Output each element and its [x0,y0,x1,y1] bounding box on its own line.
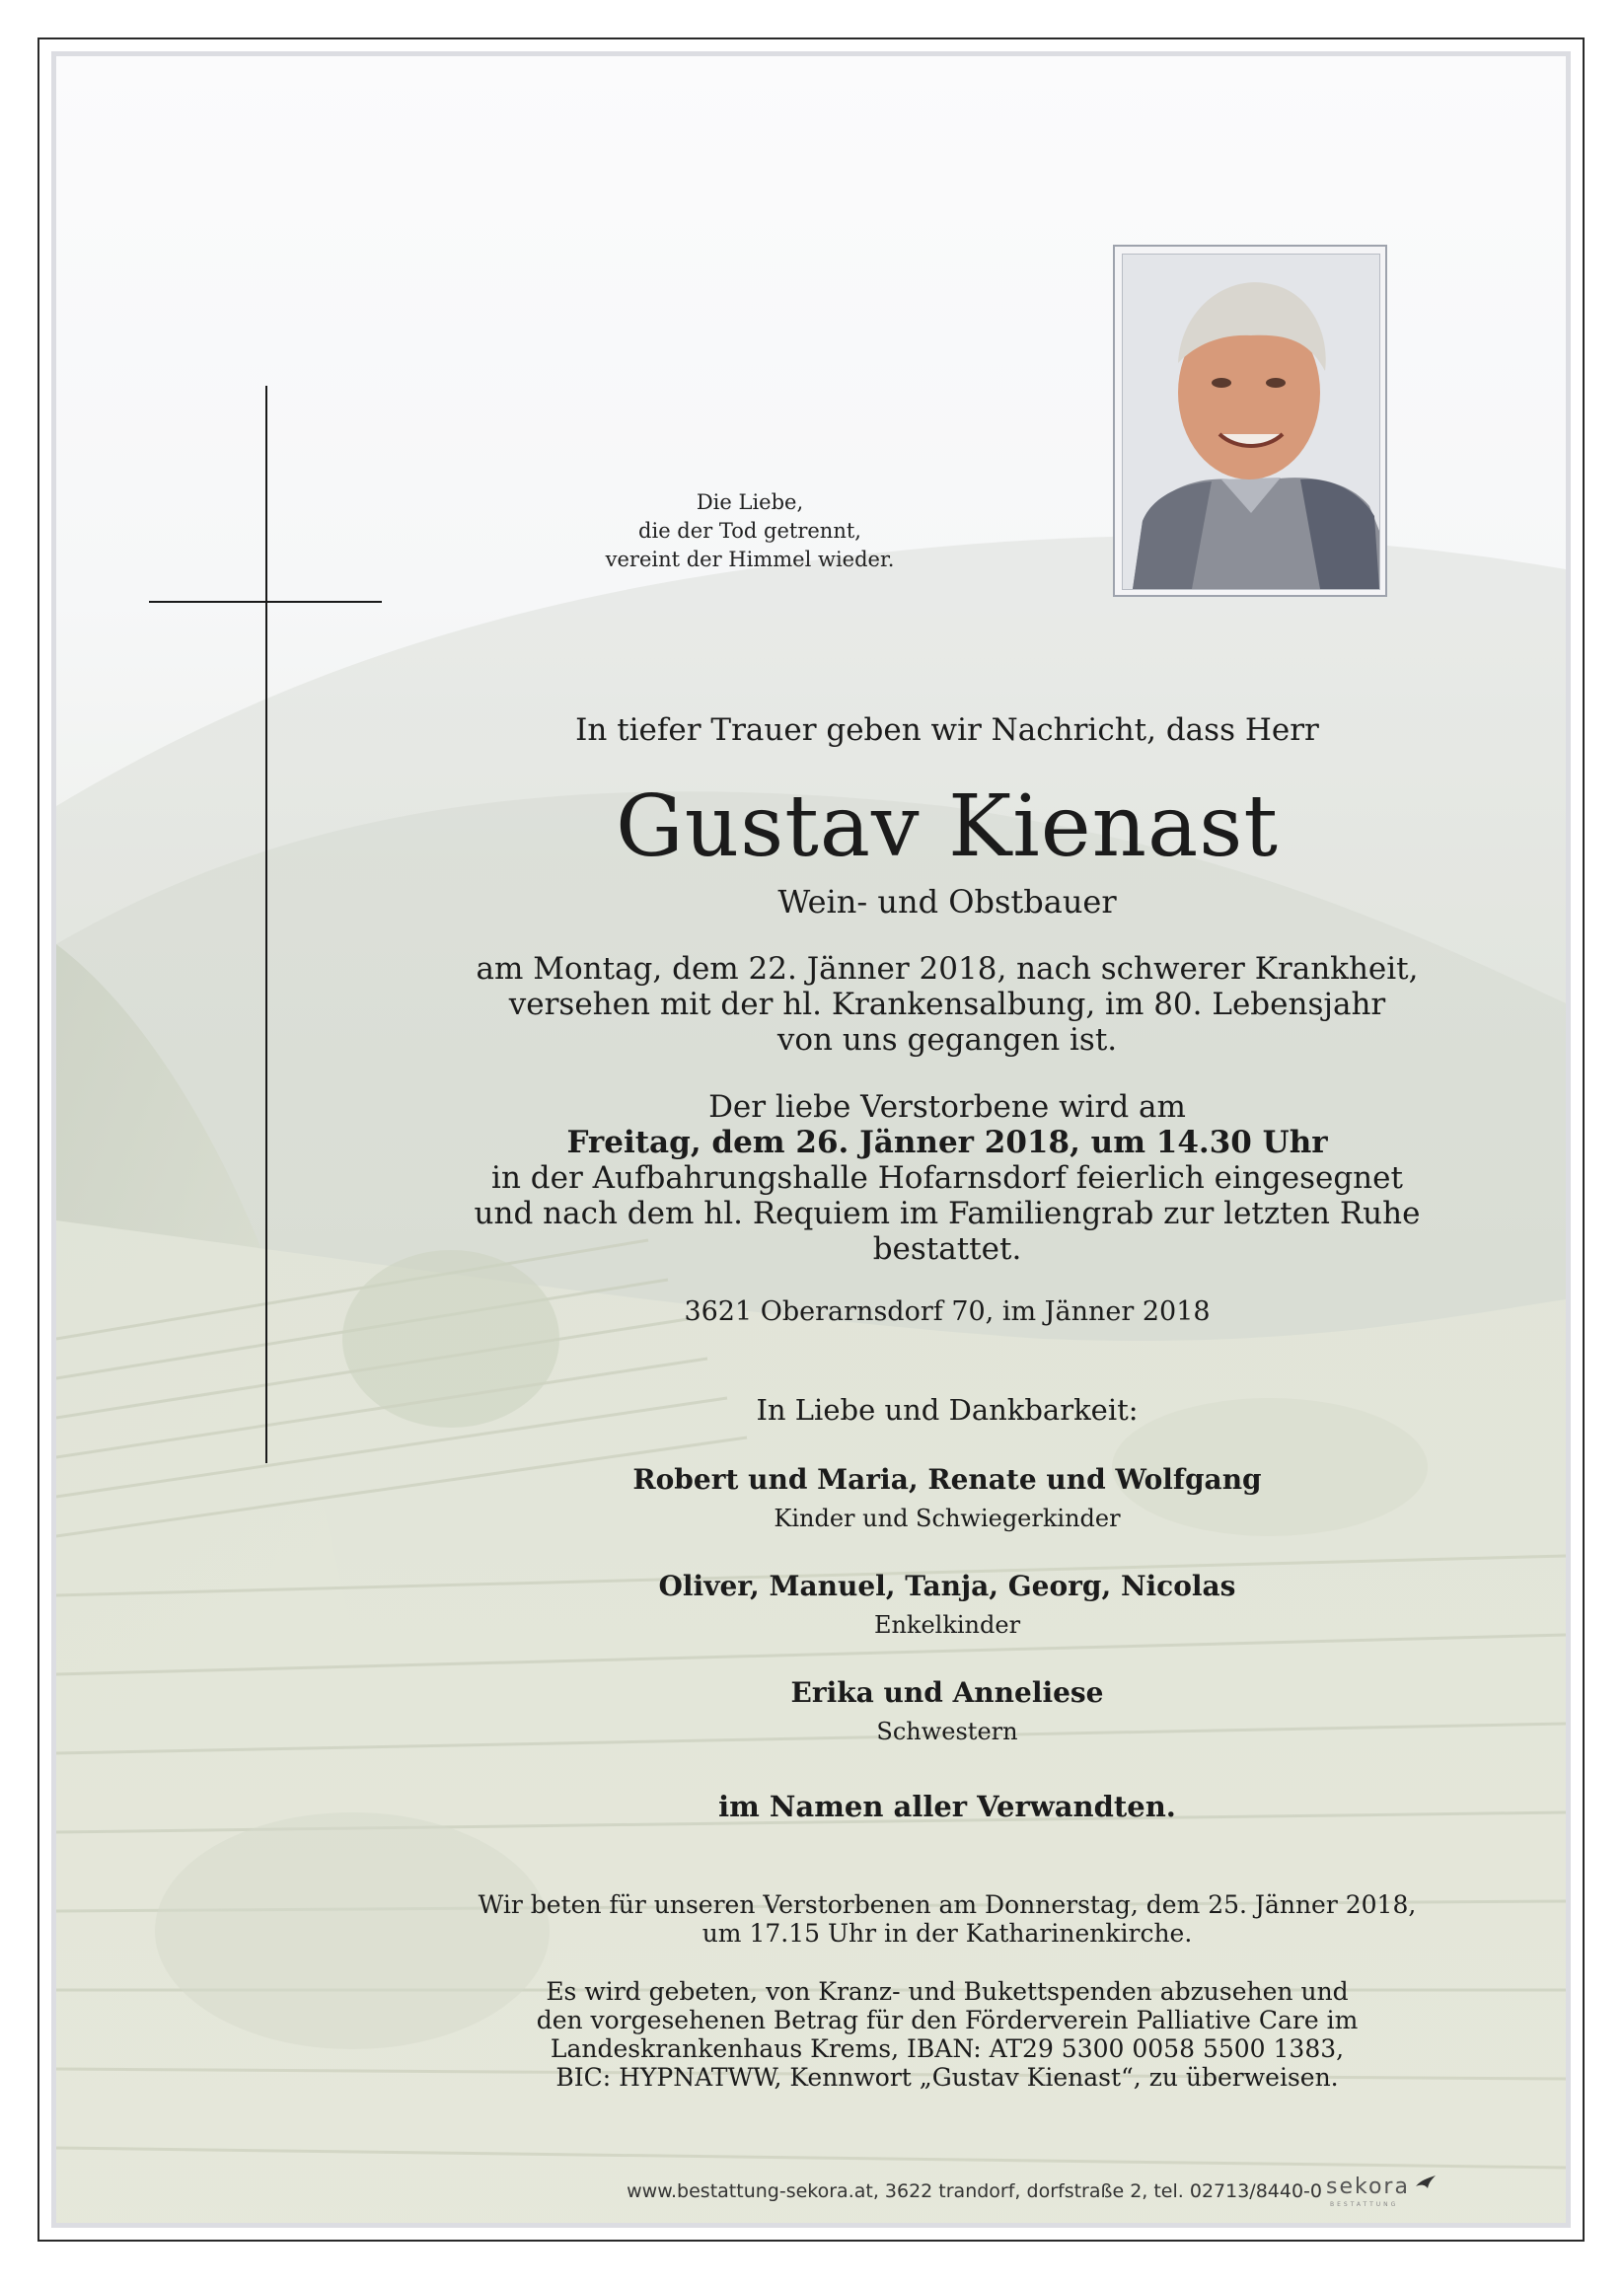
death-announcement [335,951,1559,1058]
death-line: am Montag, dem 22. Jänner 2018, nach schwerer Krankheit, [476,951,1419,987]
portrait-frame [1113,245,1387,597]
cross-icon [265,386,267,1463]
donation-notice [335,1977,1559,2092]
death-line: versehen mit der hl. Krankensalbung, im 80. Lebensjahr [508,987,1386,1022]
funeral-line: Der liebe Verstorbene wird am [708,1089,1186,1125]
funeral-line: in der Aufbahrungshalle Hofarnsdorf feierlich eingesegnet [491,1160,1403,1196]
closing-line: im Namen aller Verwandten. [718,1790,1176,1823]
family-relation: Kinder und Schwiegerkinder [774,1505,1121,1532]
quote-line: vereint der Himmel wieder. [605,548,895,571]
logo-subtitle: BESTATTUNG [1330,2201,1399,2208]
family-names: Oliver, Manuel, Tanja, Georg, Nicolas [658,1570,1236,1602]
donation-line: BIC: HYPNATWW, Kennwort „Gustav Kienast“, zu überweisen. [555,2063,1339,2092]
family-relation: Enkelkinder [873,1611,1021,1639]
intro-text: In tiefer Trauer geben wir Nachricht, dass Herr [575,712,1319,748]
quote-line: die der Tod getrennt, [638,519,861,543]
family-names: Erika und Anneliese [790,1676,1104,1709]
thanks-heading: In Liebe und Dankbarkeit: [756,1393,1139,1427]
funeral-date: Freitag, dem 26. Jänner 2018, um 14.30 Uhr [566,1125,1328,1160]
family-relation: Schwestern [876,1718,1018,1745]
portrait-photo [1122,254,1380,590]
prayer-line: Wir beten für unseren Verstorbenen am Donnerstag, dem 25. Jänner 2018, [478,1890,1417,1919]
address-date: 3621 Oberarnsdorf 70, im Jänner 2018 [684,1296,1211,1327]
deceased-name: Gustav Kienast [616,777,1279,876]
funeral-line: bestattet. [872,1231,1022,1267]
profession: Wein- und Obstbauer [777,883,1117,921]
cross-bar [149,601,382,603]
sekora-bird-icon [1415,2175,1437,2192]
prayer-line: um 17.15 Uhr in der Katharinenkirche. [701,1919,1193,1948]
donation-line: Es wird gebeten, von Kranz- und Bukettspenden abzusehen und [546,1977,1349,2006]
quote-line: Die Liebe, [696,490,804,514]
donation-line: den vorgesehenen Betrag für den Förderverein Palliative Care im [536,2006,1359,2034]
funeral-line: und nach dem hl. Requiem im Familiengrab zur letzten Ruhe [474,1196,1421,1231]
funeral-details [335,1089,1559,1267]
sekora-logo [1326,2175,1435,2214]
footer-contact: www.bestattung-sekora.at, 3622 trandorf, dorfstraße 2, tel. 02713/8440-0 [627,2180,1322,2202]
logo-text: sekora [1326,2175,1410,2199]
memorial-quote [553,488,947,574]
donation-line: Landeskrankenhaus Krems, IBAN: AT29 5300 0058 5500 1383, [550,2034,1345,2063]
death-line: von uns gegangen ist. [776,1022,1118,1058]
prayer-notice [335,1890,1559,1948]
family-names: Robert und Maria, Renate und Wolfgang [632,1463,1262,1496]
